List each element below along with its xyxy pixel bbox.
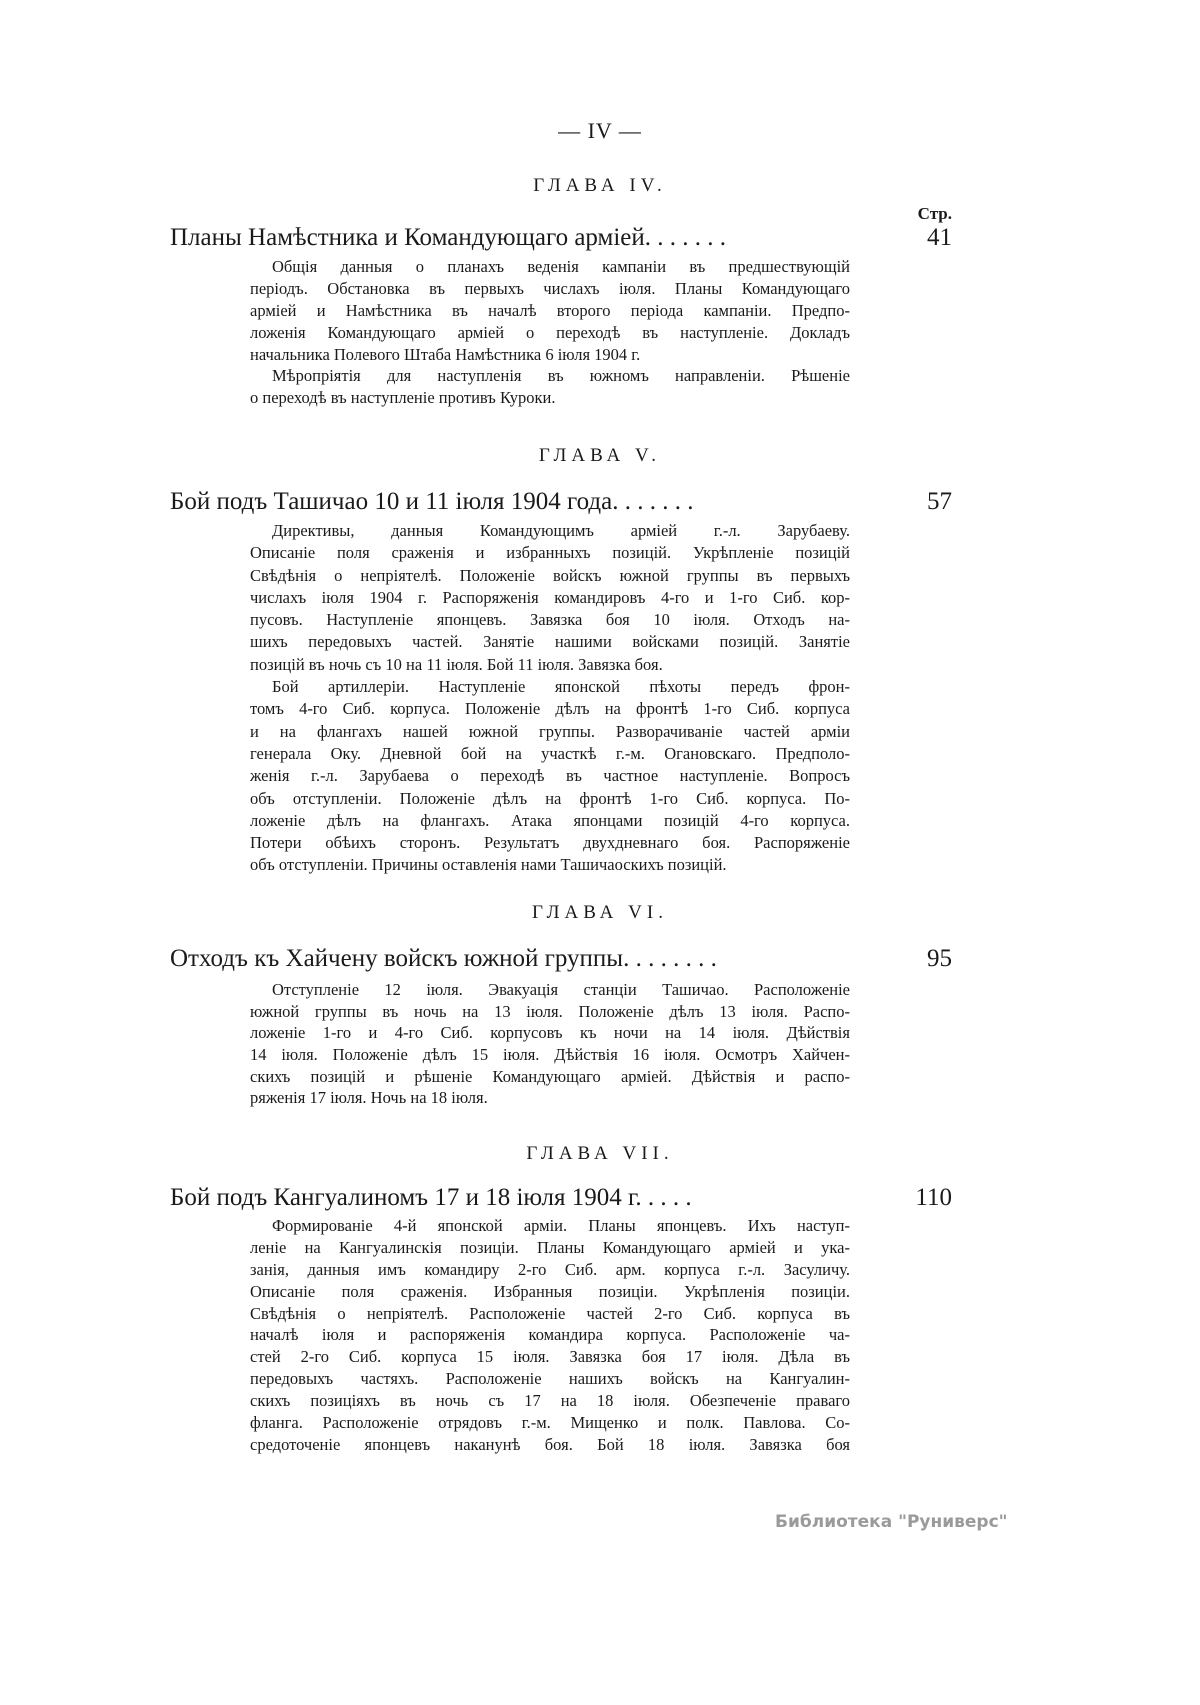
- summary-paragraph: [250, 520, 850, 676]
- summary-line: Отступленіе 12 іюля. Эвакуація станціи Ташичао. Расположеніе: [272, 980, 850, 999]
- summary-paragraph: [250, 1215, 850, 1456]
- summary-line: леніе на Кангуалинскія позиціи. Планы Командующаго арміей и ука-: [250, 1237, 850, 1257]
- summary-line: скихъ позицій и рѣшеніе Командующаго арміей. Дѣйствія и распо-: [250, 1066, 850, 1086]
- summary-line: Потери обѣихъ сторонъ. Результатъ двухдневнаго боя. Распоряженіе: [250, 833, 850, 853]
- summary-line: объ отступленіи. Причины оставленія нами Ташичаоскихъ позицій.: [250, 855, 727, 875]
- chapter-page-number[interactable]: 110: [915, 1184, 952, 1211]
- summary-line: объ отступленіи. Положеніе дѣлъ на фронтѣ 1-го Сиб. корпуса. По-: [250, 788, 850, 808]
- summary-line: средоточеніе японцевъ наканунѣ боя. Бой 18 іюля. Завязка боя: [250, 1434, 850, 1454]
- summary-paragraph: [250, 979, 850, 1109]
- summary-line: позицій въ ночь съ 10 на 11 іюля. Бой 11 іюля. Завязка боя.: [250, 654, 663, 674]
- chapter-heading: ГЛАВА IV.: [533, 175, 667, 196]
- summary-line: шихъ передовыхъ частей. Занятіе нашими войсками позицій. Занятіе: [250, 632, 850, 652]
- chapter-title[interactable]: Отходъ къ Хайчену войскъ южной группы. . . . . . . .: [170, 945, 717, 972]
- summary-line: арміей и Намѣстника въ началѣ второго періода кампаніи. Предпо-: [250, 300, 850, 320]
- summary-line: скихъ позиціяхъ въ ночь съ 17 на 18 іюля. Обезпеченіе праваго: [250, 1391, 850, 1411]
- summary-line: начальника Полевого Штаба Намѣстника 6 іюля 1904 г.: [250, 344, 641, 364]
- chapter-summary: [250, 256, 850, 409]
- chapter-heading: ГЛАВА VII.: [526, 1143, 674, 1164]
- summary-paragraph: [250, 676, 850, 877]
- summary-line: пусовъ. Наступленіе японцевъ. Завязка боя 10 іюля. Отходъ на-: [250, 610, 850, 630]
- summary-line: Описаніе поля сраженія и избранныхъ позицій. Укрѣпленіе позицій: [250, 543, 850, 563]
- summary-line: занія, данныя имъ командиру 2-го Сиб. арм. корпуса г.-л. Засуличу.: [250, 1259, 850, 1279]
- summary-line: ложеніе дѣлъ на флангахъ. Атака японцами позицій 4-го корпуса.: [250, 810, 850, 830]
- summary-line: Свѣдѣнія о непріятелѣ. Расположеніе частей 2-го Сиб. корпуса въ: [250, 1303, 850, 1323]
- summary-line: женія г.-л. Зарубаева о переходѣ въ частное наступленіе. Вопросъ: [250, 766, 850, 786]
- summary-line: Описаніе поля сраженія. Избранныя позиціи. Укрѣпленія позиціи.: [250, 1281, 850, 1301]
- summary-paragraph: [250, 256, 850, 365]
- chapter-title[interactable]: Планы Намѣстника и Командующаго арміей. . . . . . .: [170, 224, 727, 251]
- chapter-heading: ГЛАВА VI.: [532, 902, 668, 923]
- summary-line: числахъ іюля 1904 г. Распоряженія командировъ 4-го и 1-го Сиб. кор-: [250, 587, 850, 607]
- summary-line: передовыхъ частяхъ. Расположеніе нашихъ войскъ на Кангуалин-: [250, 1369, 850, 1389]
- summary-line: 14 іюля. Положеніе дѣлъ 15 іюля. Дѣйствія 16 іюля. Осмотръ Хайчен-: [250, 1045, 850, 1065]
- summary-line: началѣ іюля и распоряженія командира корпуса. Расположеніе ча-: [250, 1325, 850, 1345]
- library-watermark: Библиотека "Руниверс": [775, 1512, 1008, 1532]
- summary-line: томъ 4-го Сиб. корпуса. Положеніе дѣлъ на фронтѣ 1-го Сиб. корпуса: [250, 699, 850, 719]
- summary-line: ложеніе 1-го и 4-го Сиб. корпусовъ къ ночи на 14 іюля. Дѣйствія: [250, 1023, 850, 1043]
- summary-line: Директивы, данныя Командующимъ арміей г.-л. Зарубаеву.: [272, 521, 850, 540]
- chapter-heading: ГЛАВА V.: [538, 445, 662, 466]
- chapter-page-number[interactable]: 41: [927, 224, 952, 251]
- summary-line: и на флангахъ нашей южной группы. Разворачиваніе частей арміи: [250, 721, 850, 741]
- page-header: — IV —: [558, 118, 642, 143]
- summary-line: Общія данныя о планахъ веденія кампаніи въ предшествующій: [272, 257, 850, 276]
- summary-line: ряженія 17 іюля. Ночь на 18 іюля.: [250, 1088, 488, 1108]
- summary-line: генерала Оку. Дневной бой на участкѣ г.-м. Огановскаго. Предполо-: [250, 743, 850, 763]
- summary-line: южной группы въ ночь на 13 іюля. Положеніе дѣлъ 13 іюля. Распо-: [250, 1001, 850, 1021]
- summary-line: Бой артиллеріи. Наступленіе японской пѣхоты передъ фрон-: [272, 677, 850, 697]
- summary-line: Мѣропріятія для наступленія въ южномъ направленіи. Рѣшеніе: [272, 366, 850, 386]
- chapter-title[interactable]: Бой подъ Кангуалиномъ 17 и 18 іюля 1904 г. . . . .: [170, 1184, 692, 1211]
- summary-line: періодъ. Обстановка въ первыхъ числахъ іюля. Планы Командующаго: [250, 278, 850, 298]
- summary-line: о переходѣ въ наступленіе противъ Куроки.: [250, 388, 556, 408]
- summary-line: стей 2-го Сиб. корпуса 15 іюля. Завязка боя 17 іюля. Дѣла въ: [250, 1347, 850, 1367]
- chapter-title[interactable]: Бой подъ Ташичао 10 и 11 іюля 1904 года. . . . . . .: [170, 488, 694, 515]
- chapter-page-number[interactable]: 57: [927, 488, 952, 515]
- summary-line: фланга. Расположеніе отрядовъ г.-м. Мищенко и полк. Павлова. Со-: [250, 1413, 850, 1433]
- chapter-page-number[interactable]: 95: [927, 945, 952, 972]
- summary-line: Формированіе 4-й японской арміи. Планы японцевъ. Ихъ наступ-: [272, 1216, 850, 1235]
- page-column-label: Стр.: [917, 204, 952, 223]
- summary-line: ложенія Командующаго арміей о переходѣ въ наступленіе. Докладъ: [250, 322, 850, 342]
- summary-paragraph: [250, 365, 850, 409]
- chapter-summary: [250, 979, 850, 1109]
- chapter-summary: [250, 520, 850, 877]
- summary-line: Свѣдѣнія о непріятелѣ. Положеніе войскъ южной группы въ первыхъ: [250, 565, 850, 585]
- chapter-summary: [250, 1215, 850, 1456]
